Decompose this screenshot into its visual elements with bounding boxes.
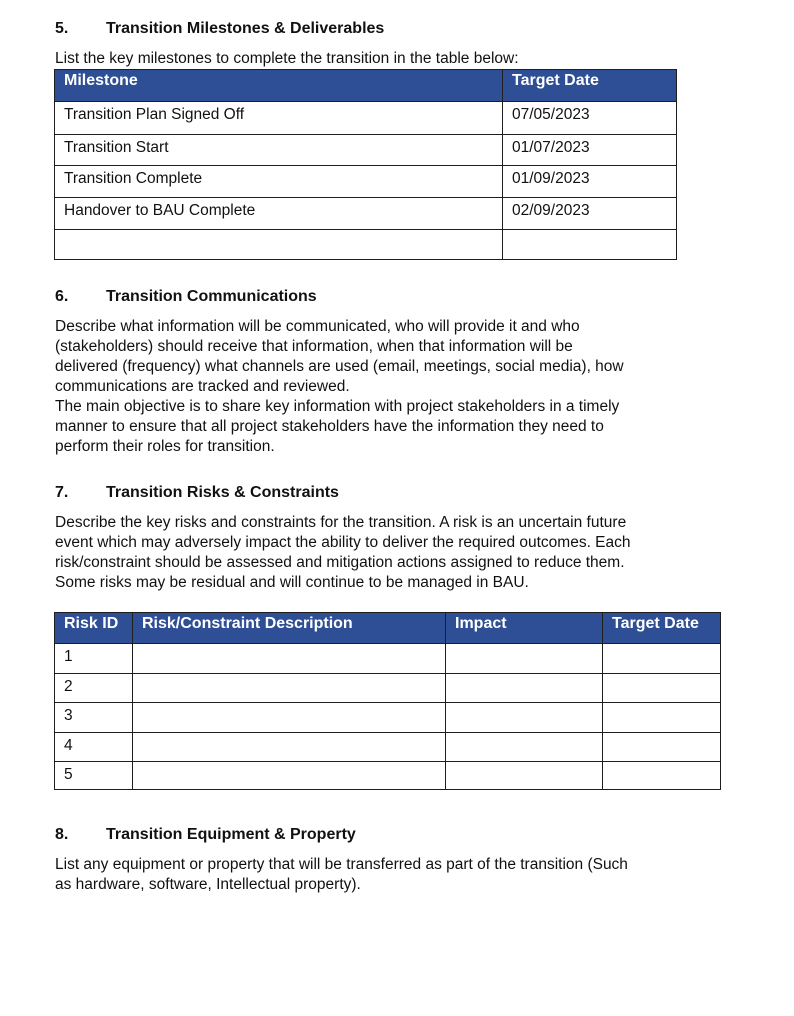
section-7-number: 7. — [55, 484, 69, 501]
table-row — [55, 198, 677, 230]
section-7-line: event which may adversely impact the ability to deliver the required outcomes. Each — [55, 534, 631, 551]
impact-cell[interactable] — [446, 703, 603, 733]
section-8-heading — [55, 826, 356, 844]
target-date-cell[interactable] — [603, 703, 721, 733]
target-date-cell[interactable]: 07/05/2023 — [503, 102, 677, 135]
section-6-number: 6. — [55, 288, 69, 305]
table-row — [55, 674, 721, 703]
section-5-title: Transition Milestones & Deliverables — [106, 20, 385, 37]
section-7-line: risk/constraint should be assessed and mitigation actions assigned to reduce them. — [55, 554, 625, 571]
section-6-line: perform their roles for transition. — [55, 438, 275, 455]
section-6-body — [55, 317, 624, 457]
target-date-cell[interactable] — [603, 644, 721, 674]
milestone-cell[interactable]: Transition Plan Signed Off — [55, 102, 503, 135]
impact-cell[interactable] — [446, 674, 603, 703]
section-6-title: Transition Communications — [106, 288, 317, 305]
table-row — [55, 230, 677, 260]
milestone-cell[interactable]: Transition Complete — [55, 166, 503, 198]
section-6-line: communications are tracked and reviewed. — [55, 378, 350, 395]
table-row — [55, 644, 721, 674]
risks-table — [54, 612, 721, 790]
section-8-title: Transition Equipment & Property — [106, 826, 356, 843]
target-date-cell[interactable] — [503, 230, 677, 260]
table-row — [55, 733, 721, 762]
milestones-header-row — [55, 70, 677, 102]
target-date-cell[interactable] — [603, 762, 721, 790]
risk-description-cell[interactable] — [133, 703, 446, 733]
risk-description-column-header: Risk/Constraint Description — [133, 613, 446, 644]
milestone-column-header: Milestone — [55, 70, 503, 102]
section-8-body — [55, 855, 628, 895]
risk-id-cell[interactable]: 5 — [55, 762, 133, 790]
section-7-body — [55, 513, 631, 593]
section-6-line: (stakeholders) should receive that information, when that information will be — [55, 338, 573, 355]
section-7-heading — [55, 484, 339, 502]
table-row — [55, 102, 677, 135]
risk-description-cell[interactable] — [133, 762, 446, 790]
section-6-line: manner to ensure that all project stakeholders have the information they need to — [55, 418, 604, 435]
table-row — [55, 166, 677, 198]
section-5-heading — [55, 20, 384, 38]
target-date-column-header: Target Date — [503, 70, 677, 102]
table-row — [55, 703, 721, 733]
table-row — [55, 135, 677, 166]
section-7-line: Some risks may be residual and will continue to be managed in BAU. — [55, 574, 529, 591]
section-6-line: Describe what information will be communicated, who will provide it and who — [55, 318, 580, 335]
section-8-line: List any equipment or property that will be transferred as part of the transition (Such — [55, 856, 628, 873]
impact-cell[interactable] — [446, 733, 603, 762]
risk-id-cell[interactable]: 2 — [55, 674, 133, 703]
risk-description-cell[interactable] — [133, 733, 446, 762]
section-8-line: as hardware, software, Intellectual property). — [55, 876, 361, 893]
risk-id-cell[interactable]: 1 — [55, 644, 133, 674]
target-date-cell[interactable] — [603, 733, 721, 762]
risks-header-row — [55, 613, 721, 644]
milestone-cell[interactable]: Handover to BAU Complete — [55, 198, 503, 230]
section-6-line: delivered (frequency) what channels are used (email, meetings, social media), how — [55, 358, 624, 375]
section-6-heading — [55, 288, 317, 306]
risk-description-cell[interactable] — [133, 674, 446, 703]
section-5-intro-text: List the key milestones to complete the transition in the table below: — [55, 50, 519, 67]
impact-cell[interactable] — [446, 644, 603, 674]
milestone-cell[interactable]: Transition Start — [55, 135, 503, 166]
risk-id-cell[interactable]: 3 — [55, 703, 133, 733]
risk-id-cell[interactable]: 4 — [55, 733, 133, 762]
table-row — [55, 762, 721, 790]
risk-description-cell[interactable] — [133, 644, 446, 674]
risk-id-column-header: Risk ID — [55, 613, 133, 644]
section-5-intro — [55, 49, 519, 69]
section-8-number: 8. — [55, 826, 69, 843]
milestone-cell[interactable] — [55, 230, 503, 260]
section-7-line: Describe the key risks and constraints for the transition. A risk is an uncertain future — [55, 514, 627, 531]
target-date-cell[interactable] — [603, 674, 721, 703]
milestones-table — [54, 69, 677, 260]
section-7-title: Transition Risks & Constraints — [106, 484, 339, 501]
section-6-line: The main objective is to share key information with project stakeholders in a timely — [55, 398, 620, 415]
target-date-cell[interactable]: 01/07/2023 — [503, 135, 677, 166]
target-date-column-header: Target Date — [603, 613, 721, 644]
impact-cell[interactable] — [446, 762, 603, 790]
section-5-number: 5. — [55, 20, 69, 37]
target-date-cell[interactable]: 01/09/2023 — [503, 166, 677, 198]
impact-column-header: Impact — [446, 613, 603, 644]
target-date-cell[interactable]: 02/09/2023 — [503, 198, 677, 230]
